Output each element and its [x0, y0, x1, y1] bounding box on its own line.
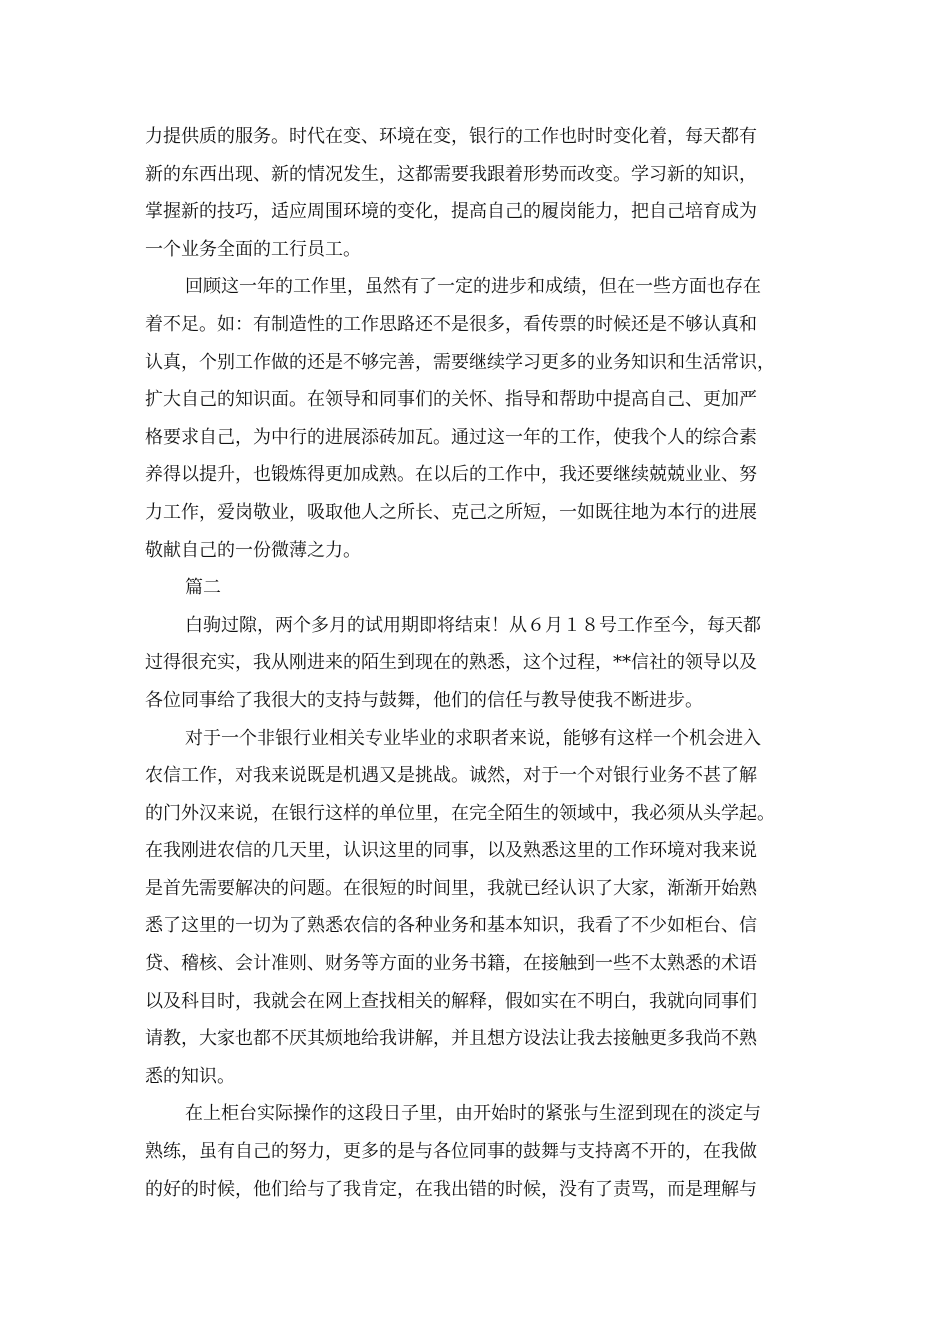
text-line: 敬献自己的一份微薄之力。	[145, 539, 361, 561]
text-line: 在我刚进农信的几天里，认识这里的同事，以及熟悉这里的工作环境对我来说	[145, 840, 757, 862]
text-line: 新的东西出现、新的情况发生，这都需要我跟着形势而改变。学习新的知识，	[145, 163, 757, 185]
text-line: 一个业务全面的工行员工。	[145, 238, 361, 260]
text-line: 力工作，爱岗敬业，吸取他人之所长、克己之所短，一如既往地为本行的进展	[145, 501, 757, 523]
paragraph-first-line: 白驹过隙，两个多月的试用期即将结束！从６月１８号工作至今，每天都	[185, 614, 761, 636]
text-line: 悉了这里的一切为了熟悉农信的各种业务和基本知识，我看了不少如柜台、信	[145, 915, 757, 937]
text-line: 格要求自己，为中行的进展添砖加瓦。通过这一年的工作，使我个人的综合素	[145, 426, 757, 448]
paragraph-first-line: 在上柜台实际操作的这段日子里，由开始时的紧张与生涩到现在的淡定与	[185, 1103, 761, 1125]
text-line: 是首先需要解决的问题。在很短的时间里，我就已经认识了大家，渐渐开始熟	[145, 877, 757, 899]
text-line: 力提供质的服务。时代在变、环境在变，银行的工作也时时变化着，每天都有	[145, 126, 757, 147]
text-line: 熟练，虽有自己的努力，更多的是与各位同事的鼓舞与支持离不开的，在我做	[145, 1141, 757, 1163]
document-body	[145, 118, 809, 1208]
text-line: 以及科目时，我就会在网上查找相关的解释，假如实在不明白，我就向同事们	[145, 990, 757, 1012]
paragraph-first-line: 回顾这一年的工作里，虽然有了一定的进步和成绩，但在一些方面也存在	[185, 276, 761, 298]
text-line: 过得很充实，我从刚进来的陌生到现在的熟悉，这个过程，**信社的领导以及	[145, 652, 757, 674]
text-line: 养得以提升，也锻炼得更加成熟。在以后的工作中，我还要继续兢兢业业、努	[145, 464, 757, 486]
text-line: 请教，大家也都不厌其烦地给我讲解，并且想方设法让我去接触更多我尚不熟	[145, 1028, 757, 1050]
text-line: 掌握新的技巧，适应周围环境的变化，提高自己的履岗能力，把自己培育成为	[145, 201, 757, 223]
text-line: 的门外汉来说，在银行这样的单位里，在完全陌生的领域中，我必须从头学起。	[145, 802, 775, 824]
text-line: 各位同事给了我很大的支持与鼓舞，他们的信任与教导使我不断进步。	[145, 689, 703, 711]
paragraph-first-line: 篇二	[185, 577, 221, 599]
paragraph-first-line: 对于一个非银行业相关专业毕业的求职者来说，能够有这样一个机会进入	[185, 727, 761, 749]
text-line: 农信工作，对我来说既是机遇又是挑战。诚然，对于一个对银行业务不甚了解	[145, 765, 757, 787]
text-line: 悉的知识。	[145, 1065, 235, 1087]
text-line: 的好的时候，他们给与了我肯定，在我出错的时候，没有了责骂，而是理解与	[145, 1178, 757, 1200]
text-line: 扩大自己的知识面。在领导和同事们的关怀、指导和帮助中提高自己、更加严	[145, 389, 757, 411]
text-line: 贷、稽核、会计准则、财务等方面的业务书籍，在接触到一些不太熟悉的术语	[145, 953, 757, 975]
text-line: 着不足。如：有制造性的工作思路还不是很多，看传票的时候还是不够认真和	[145, 313, 757, 335]
text-line: 认真，个别工作做的还是不够完善，需要继续学习更多的业务知识和生活常识，	[145, 351, 775, 373]
